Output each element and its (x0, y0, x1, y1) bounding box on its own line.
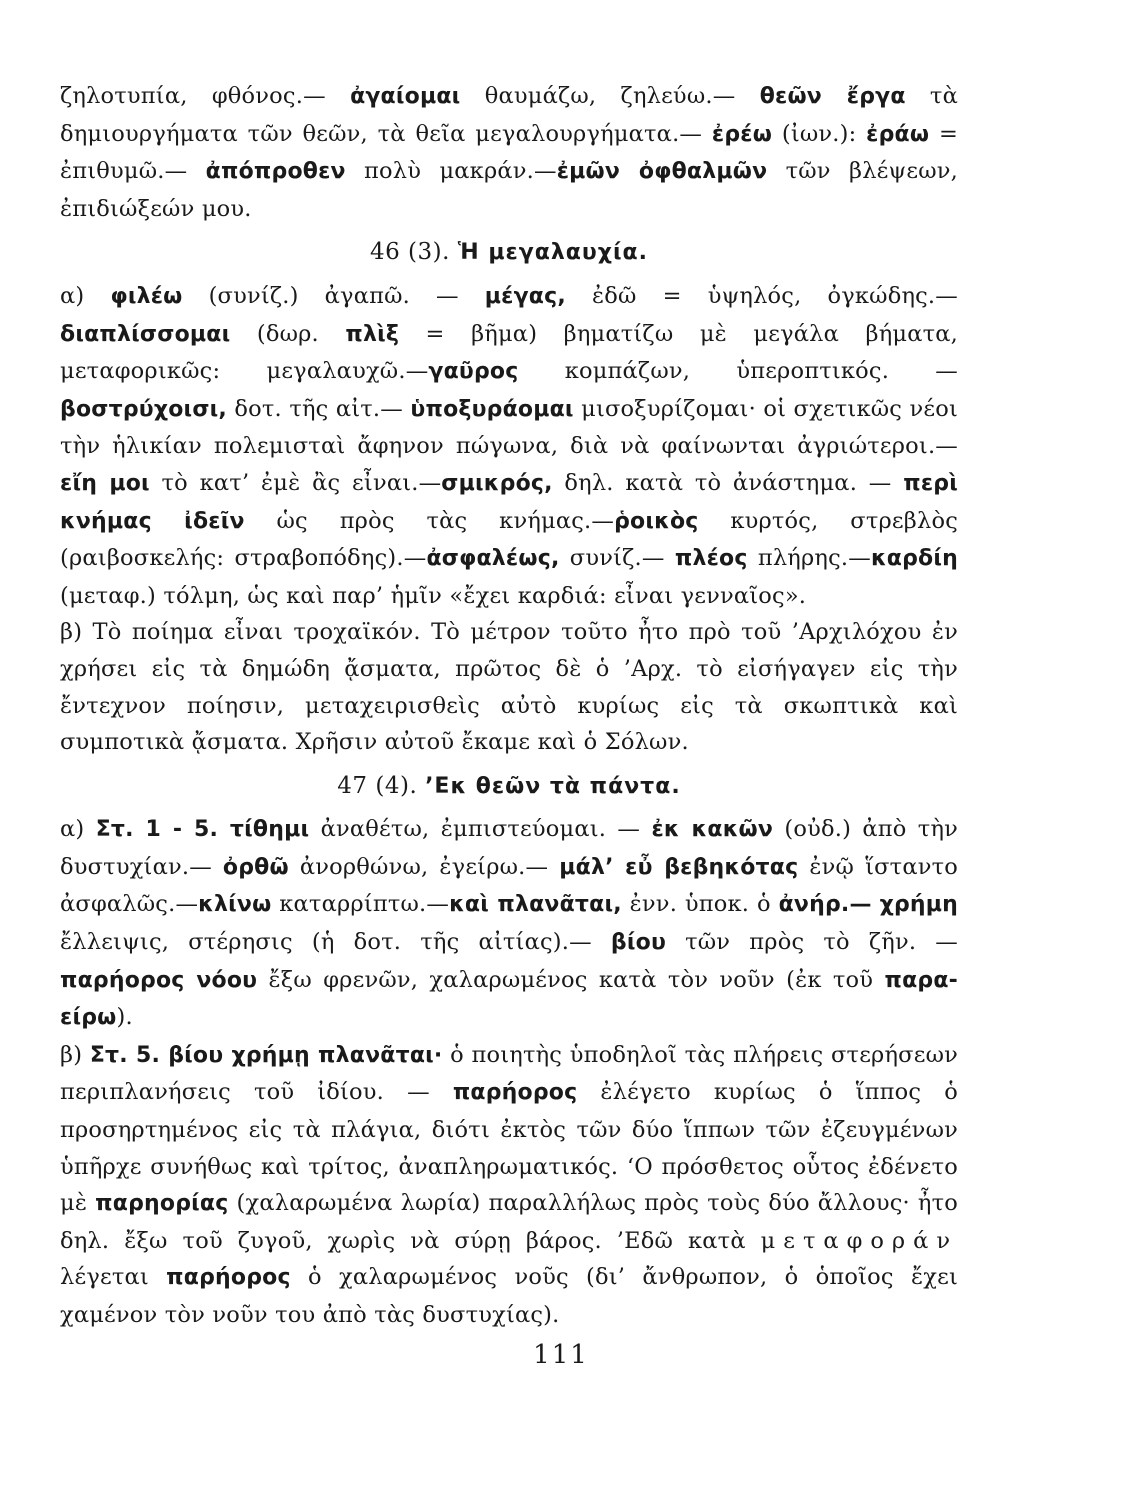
bold-term: Στ. 5. βίου χρήμῃ πλανᾶται· (89, 1042, 443, 1068)
text-run: (χαλαρωμένα λωρία) παραλλήλως πρὸς τοὺς δύο ἄλλους· ἦτο δηλ. ἔξω τοῦ ζυγοῦ, χωρὶς νὰ σύρῃ βάρος. ’Εδῶ κατὰ (60, 1190, 958, 1254)
bold-term: φιλέω (110, 283, 183, 309)
section-heading-47 (60, 768, 958, 806)
text-run: κυρτός, στρεβλὸς (ραιβοσκελής: στραβοπόδης).— (60, 507, 958, 572)
text-run: πολὺ μακράν.— (345, 158, 557, 185)
bold-term: γαῦρος (428, 359, 519, 385)
bold-term: καὶ πλανᾶται, (449, 892, 622, 918)
bold-term: περὶ κνήμας ἰδεῖν (60, 470, 958, 534)
bold-term: βοστρύχοισι, (60, 396, 227, 422)
text-run: = ἐπιθυμῶ.— (60, 120, 959, 185)
text-run: ἔξω φρενῶν, χαλαρωμένος κατὰ τὸν νοῦν (ἐκ τοῦ (257, 966, 885, 993)
bold-term: ἀπόπροθεν (205, 159, 346, 185)
bold-term: καρδίη (870, 546, 958, 572)
text-run: τῶν πρὸς τὸ ζῆν. — (666, 929, 958, 956)
bold-term: διαπλίσσομαι (60, 321, 231, 347)
paragraph-47-b-part1 (60, 1042, 958, 1254)
bold-term: πλέος (674, 546, 748, 572)
text-run: (δωρ. (230, 320, 346, 347)
bold-term: παρήορος νόου (60, 967, 258, 993)
paragraph-47-b (60, 1037, 958, 1334)
paragraph-46-a (60, 278, 958, 614)
bold-term: μάλ’ εὖ βεβηκότας (559, 854, 799, 880)
bold-term: παρήορος (452, 1080, 578, 1106)
spaced-word: μεταφοράν (760, 1227, 958, 1254)
text-run: καταρρίπτω.— (271, 891, 450, 918)
section-title: Ἡ μεγαλαυχία. (457, 240, 649, 266)
section-number: 47 (4). (337, 772, 418, 799)
paragraph-intro (60, 78, 958, 227)
text-run: ὡς πρὸς τὰς κνήμας.— (244, 507, 615, 534)
text-run: α) (60, 282, 111, 309)
text-run: δηλ. κατὰ τὸ ἀνάστημα. — (552, 469, 904, 496)
text-run: ). (116, 1004, 133, 1031)
text-run: θαυμάζω, ζηλεύω.— (460, 83, 760, 109)
text-run: ἐνν. ὑποκ. ὁ (621, 891, 779, 918)
bold-term: βίου (610, 930, 666, 956)
bold-term: παρήορος (166, 1265, 291, 1291)
section-title: ’Εκ θεῶν τὰ πάντα. (425, 773, 681, 799)
text-run: τὸ κατ’ ἐμὲ ἂς εἶναι.— (149, 469, 442, 496)
text-run: ὁ ποιητὴς ὑποδηλοῖ τὰς πλήρεις στερήσεων περιπλανήσεις τοῦ ἰδίου. — (60, 1041, 958, 1106)
text-run: ἀναθέτω, ἐμπιστεύομαι. — (309, 816, 652, 843)
text-run: β) (60, 1041, 90, 1068)
bold-term: ὀρθῶ (222, 854, 289, 880)
text-run: = βῆμα) βηματίζω μὲ μεγάλα βήματα, μεταφορικῶς: μεγαλαυχῶ.— (60, 320, 958, 385)
bold-term: παρηορίας (95, 1191, 229, 1217)
bold-term: κλίνω (198, 892, 272, 918)
text-run: (συνίζ.) ἀγαπῶ. — (182, 282, 485, 309)
text-run (872, 891, 880, 917)
paragraph-46-b: β) Τὸ ποίημα εἶναι τροχαϊκόν. Τὸ μέτρον τοῦτο ἦτο πρὸ τοῦ ’Αρχιλόχου ἐν χρήσει εἰς τὰ δημώδη ᾄσματα, πρῶτος δὲ ὁ ’Αρχ. τὸ εἰσήγαγεν εἰς τὴν ἔντεχνον ποίησιν, μεταχειρισθεὶς αὐτὸ κυρίως εἰς τὰ σκωπτικὰ καὶ συμποτικὰ ᾄσματα. Χρῆσιν αὐτοῦ ἔκαμε καὶ ὁ Σόλων. (60, 619, 958, 756)
text-run: ζηλοτυπία, φθόνος.— (60, 83, 351, 109)
text-run: ἐλέγετο κυρίως ὁ ἵππος ὁ προσηρτημένος εἰς τὰ πλάγια, διότι ἐκτὸς τῶν δύο ἵππων τῶν ἐζευγμένων ὑπῆρχε συνήθως καὶ τρίτος, ἀναπληρωματικός. ‘Ο πρόσθετος οὗτος ἐδένετο μὲ (60, 1079, 958, 1217)
bold-term: ὑποξυράομαι (410, 396, 574, 422)
text-run: (μεταφ.) τόλμη, ὡς καὶ παρ’ ἡμῖν «ἔχει καρδιά: εἶναι γενναῖος». (60, 582, 807, 609)
bold-term: μέγας, (484, 283, 566, 309)
section-heading-46 (60, 234, 958, 272)
text-run: τὰ δημιουργήματα τῶν θεῶν, τὰ θεῖα μεγαλουργήματα.— (60, 83, 958, 147)
text-run: (ἰων.): (772, 120, 867, 147)
text-run: ἀνορθώνω, ἐγείρω.— (288, 853, 560, 880)
bold-term: σμικρός, (441, 470, 553, 496)
bold-term: θεῶν ἔργα (759, 84, 906, 109)
text-run: (οὐδ.) ἀπὸ τὴν δυστυχίαν.— (60, 816, 959, 880)
bold-term: ἀνήρ.— (778, 892, 872, 918)
text-run: ἔλλειψις, στέρησις (ἡ δοτ. τῆς αἰτίας).— (60, 929, 611, 956)
bold-term: παρα-είρω (60, 967, 958, 1031)
bold-term: ἐρέω (711, 121, 773, 147)
bold-term: ἐμῶν ὀφθαλμῶν (556, 159, 768, 185)
bold-term: ἀσφαλέως, (426, 546, 560, 572)
page-body (60, 78, 958, 1334)
text-run: ἐνῷ ἵσταντο ἀσφαλῶς.— (60, 853, 958, 918)
text-run: ἐδῶ = ὑψηλός, ὀγκώδης.— (565, 282, 958, 309)
bold-term: ἐράω (866, 121, 930, 147)
page-number: 111 (533, 1340, 589, 1370)
paragraph-47-b-part2 (60, 1264, 958, 1328)
bold-term: ἐκ κακῶν (651, 817, 774, 843)
paragraph-47-a (60, 811, 958, 1037)
text-run: δοτ. τῆς αἰτ.— (226, 395, 411, 422)
bold-term: Στ. 1 - 5. τίθημι (95, 817, 310, 843)
bold-term: χρήμη (879, 892, 959, 918)
bold-term: πλὶξ (345, 321, 400, 347)
bold-term: εἴη μοι (60, 470, 150, 496)
bold-term: ἀγαίομαι (350, 84, 461, 109)
text-run: τῶν βλέψεων, ἐπιδιώξεών μου. (60, 158, 959, 222)
text-run: ὁ χαλαρωμένος νοῦς (δι’ ἄνθρωπον, ὁ ὁποῖος ἔχει χαμένον τὸν νοῦν του ἀπὸ τὰς δυστυχίας). (60, 1264, 958, 1328)
section-number: 46 (3). (369, 239, 450, 266)
text-run: μισοξυρίζομαι· οἱ σχετικῶς νέοι τὴν ἡλικίαν πολεμισταὶ ἄφηνον πώγωνα, διὰ νὰ φαίνωνται ἀγριώτεροι.— (60, 395, 958, 460)
text-run: κομπάζων, ὑπεροπτικός. — (518, 358, 958, 385)
text-run: α) (60, 816, 96, 843)
text-run: λέγεται (60, 1264, 167, 1291)
text-run: συνίζ.— (559, 545, 675, 572)
text-run: πλήρης.— (747, 545, 871, 572)
bold-term: ῥοικὸς (614, 508, 699, 534)
